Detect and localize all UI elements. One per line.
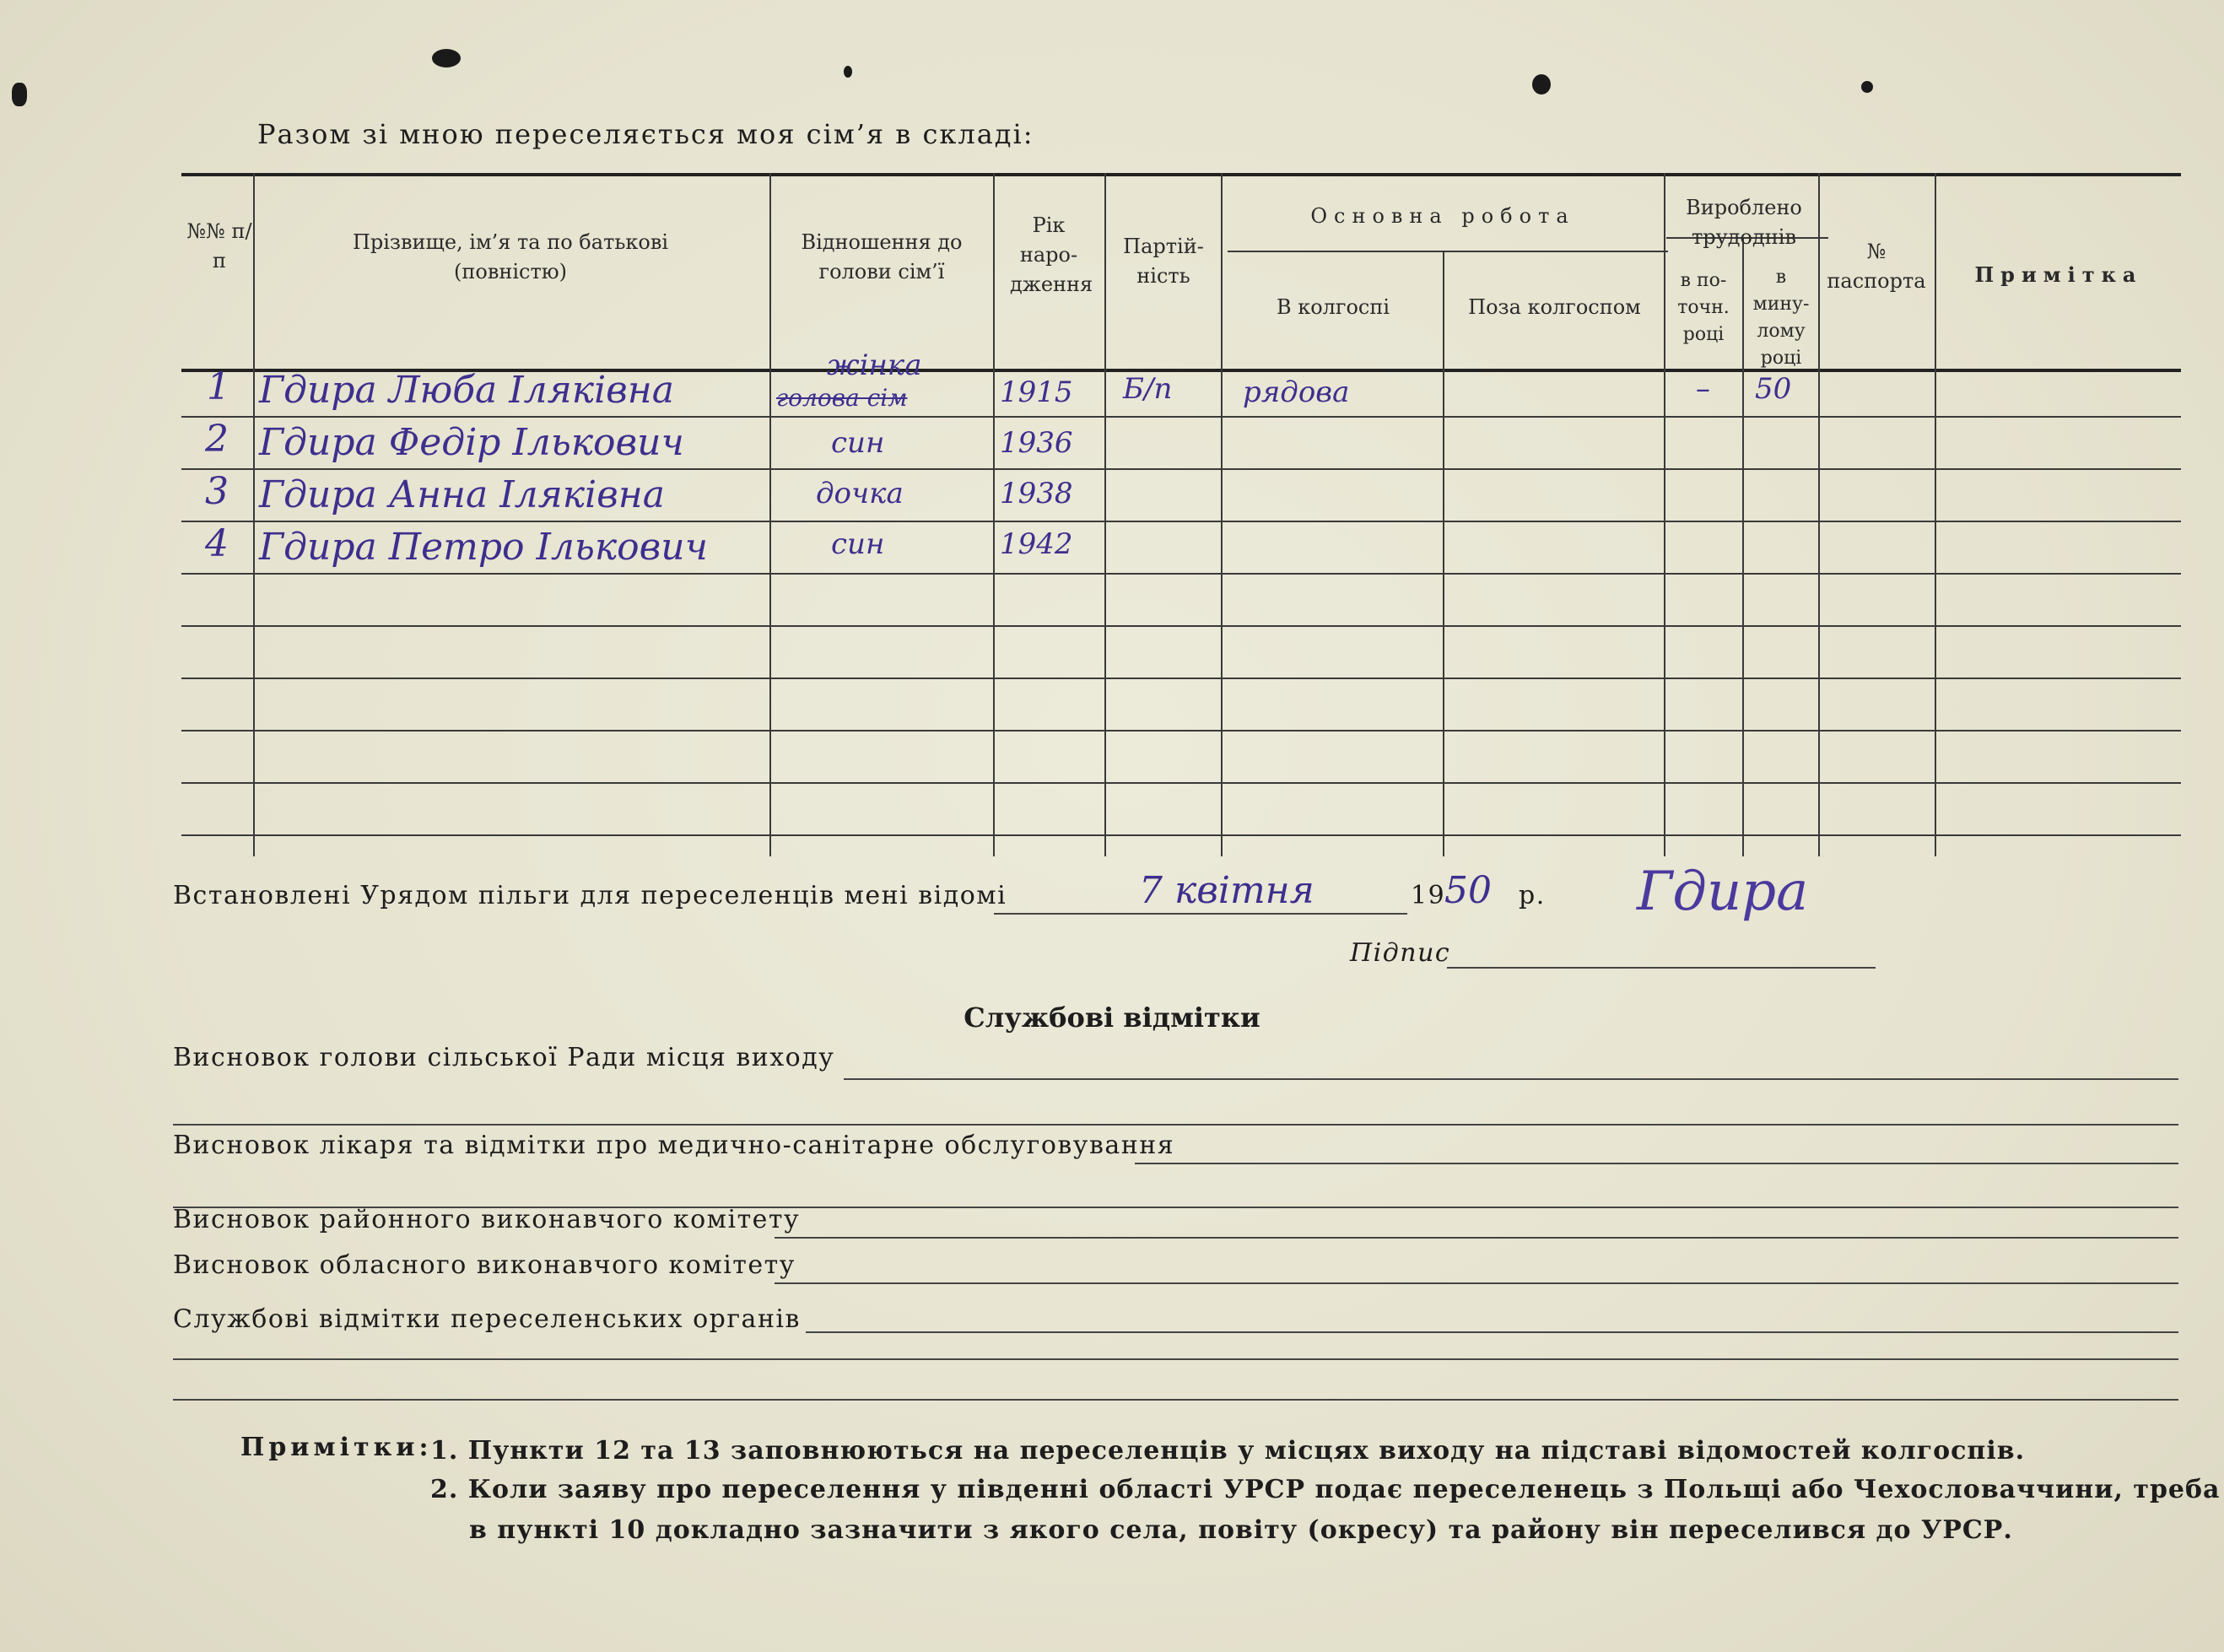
benefits-year: 50 xyxy=(1444,869,1492,912)
punch-hole xyxy=(1532,74,1551,94)
notes-label: Примітки: xyxy=(240,1433,433,1462)
header-main-work: Основна робота xyxy=(1310,204,1575,228)
ink-spot xyxy=(1861,81,1873,93)
row-year: 1936 xyxy=(1000,426,1073,460)
row-relation-struck: голова сім xyxy=(776,384,908,412)
row-number: 3 xyxy=(205,470,229,513)
row-relation: син xyxy=(831,527,885,561)
benefits-date: 7 квітня xyxy=(1139,869,1314,912)
row-relation: жінка xyxy=(827,348,922,382)
header-num: №№ п/п xyxy=(186,219,252,273)
service-title: Службові відмітки xyxy=(964,1001,1260,1034)
benefits-year-suffix: р. xyxy=(1519,881,1546,910)
row-relation: дочка xyxy=(816,477,904,510)
ink-spot xyxy=(844,66,852,78)
row-year: 1938 xyxy=(1000,477,1073,510)
header-relation: Відношення до голови сім’ї xyxy=(801,230,963,283)
row-party: Б/п xyxy=(1123,372,1173,406)
row-number: 4 xyxy=(205,522,229,565)
service-line-5: Службові відмітки переселенських органів xyxy=(173,1304,801,1334)
row-last: 50 xyxy=(1755,372,1792,406)
note-1: 1. Пункти 12 та 13 заповнюються на переселенців у місцях виходу на підставі відомостей колгоспів. xyxy=(430,1436,2026,1466)
service-line-4: Висновок обласного виконавчого комітету xyxy=(173,1250,796,1280)
row-name: Гдира Федір Ількович xyxy=(259,421,684,464)
service-line-2: Висновок лікаря та відмітки про медично-санітарне обслуговування xyxy=(173,1131,1175,1160)
service-line-3: Висновок районного виконавчого комітету xyxy=(173,1205,801,1234)
ink-spot xyxy=(12,83,27,106)
benefits-text: Встановлені Урядом пільги для переселенців мені відомі xyxy=(173,881,1007,910)
note-2a: 2. Коли заяву про переселення у південні області УРСР подає переселенець з Польщі або Чехословаччини, треба xyxy=(430,1475,2221,1504)
signature: Гдира xyxy=(1637,861,1809,923)
header-note: Примітка xyxy=(1974,262,2143,287)
row-name: Гдира Люба Іляківна xyxy=(259,369,674,412)
family-table xyxy=(181,173,2181,856)
row-year: 1915 xyxy=(1000,375,1073,409)
signature-label: Підпис xyxy=(1350,938,1451,968)
header-party: Партій- ність xyxy=(1123,235,1204,288)
punch-hole xyxy=(432,49,461,67)
header-year: Рік наро- дження xyxy=(1010,213,1093,296)
benefits-year-prefix: 19 xyxy=(1411,881,1446,910)
header-outside-kolhosp: Поза колгоспом xyxy=(1468,295,1641,319)
row-name: Гдира Петро Ількович xyxy=(259,526,708,569)
note-2b: в пункті 10 докладно зазначити з якого села, повіту (окресу) та району він переселився до УРСР. xyxy=(469,1515,2013,1545)
row-current: – xyxy=(1696,372,1710,406)
row-work: рядова xyxy=(1243,375,1350,409)
header-workdays: Вироблено трудоднів xyxy=(1686,196,1802,249)
header-last-year: в мину- лому році xyxy=(1752,267,1810,369)
header-name: Прізвище, ім’я та по батькові (повністю) xyxy=(352,230,669,283)
intro-text: Разом зі мною переселяється моя сім’я в складі: xyxy=(257,118,1034,150)
row-name: Гдира Анна Іляківна xyxy=(259,473,665,516)
header-in-kolhosp: В колгоспі xyxy=(1276,295,1390,319)
row-number: 2 xyxy=(205,418,229,461)
row-relation: син xyxy=(831,426,885,460)
row-year: 1942 xyxy=(1000,527,1073,561)
row-number: 1 xyxy=(207,365,230,408)
service-line-1: Висновок голови сільської Ради місця виходу xyxy=(173,1043,835,1072)
header-current-year: в по- точн. році xyxy=(1677,270,1730,345)
header-passport: № паспорта xyxy=(1827,240,1926,293)
